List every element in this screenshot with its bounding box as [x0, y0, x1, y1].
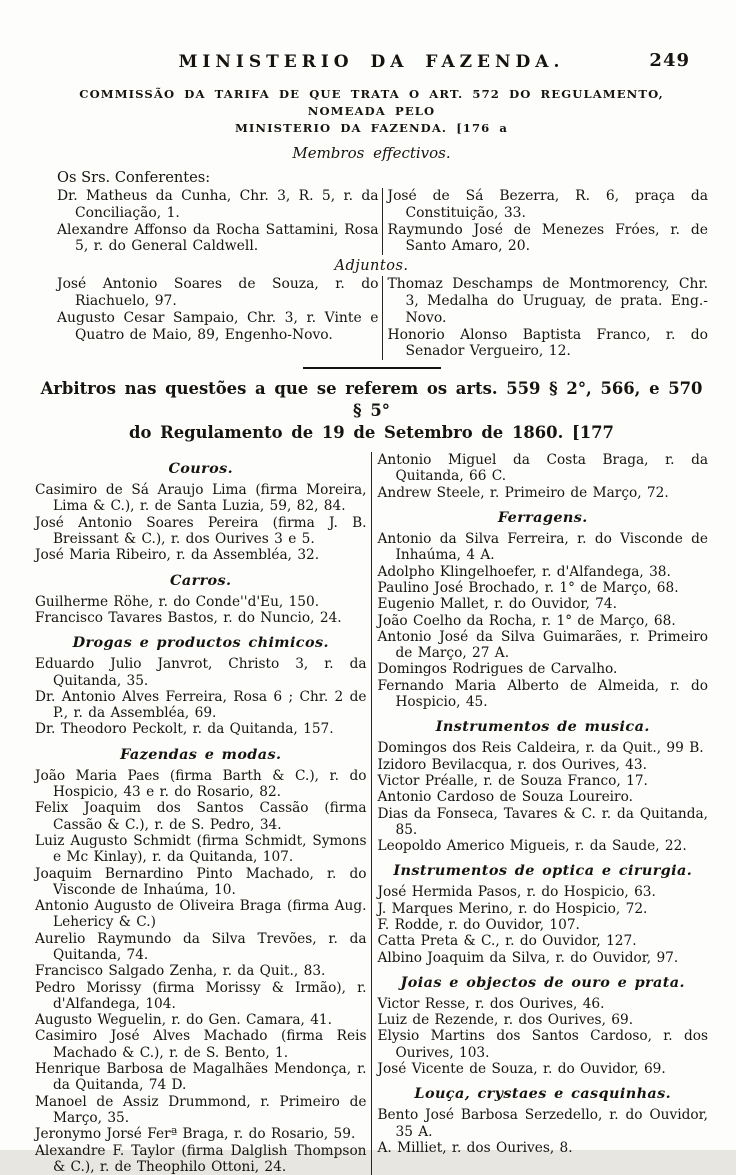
directory-entry: Augusto Weguelin, r. do Gen. Camara, 41.	[35, 1012, 332, 1029]
directory-entry: Dr. Theodoro Peckolt, r. da Quitanda, 157.	[35, 721, 334, 738]
category-heading: Instrumentos de optica e cirurgia.	[393, 862, 693, 880]
category-heading: Ferragens.	[497, 509, 588, 527]
directory-entry: Dias da Fonseca, Tavares & C. r. da Quitanda, 85.	[377, 805, 708, 838]
directory-entry: Antonio da Silva Ferreira, r. do Visconde de Inhaúma, 4 A.	[377, 531, 708, 564]
directory-entry: Raymundo José de Menezes Fróes, r. de Santo Amaro, 20.	[387, 221, 708, 255]
directory-entry: Domingos dos Reis Caldeira, r. da Quit., 99 B.	[377, 740, 704, 757]
directory-entry: J. Marques Merino, r. do Hospicio, 72.	[377, 900, 648, 917]
directory-entry: Pedro Morissy (firma Morissy & Irmão), r. d'Alfandega, 104.	[35, 979, 367, 1012]
directory-entry: Francisco Tavares Bastos, r. do Nuncio, 24.	[35, 609, 342, 626]
directory-entry: Albino Joaquim da Silva, r. do Ouvidor, 97.	[377, 949, 679, 966]
directory-entry: Augusto Cesar Sampaio, Chr. 3, r. Vinte e Quatro de Maio, 89, Engenho-Novo.	[57, 309, 379, 343]
directory-entry: Antonio Cardoso de Souza Loureiro.	[377, 789, 633, 806]
directory-right-column	[372, 452, 709, 1175]
directory-entry: Leopoldo Americo Migueis, r. da Saude, 22.	[377, 838, 687, 855]
conferentes-left-column	[57, 188, 383, 255]
conferentes-right-column	[383, 188, 709, 255]
directory-entry: José Antonio Soares de Souza, r. do Riachuelo, 97.	[57, 276, 379, 309]
directory-entry: A. Milliet, r. dos Ourives, 8.	[377, 1139, 573, 1156]
directory-entry: Fernando Maria Alberto de Almeida, r. do Hospicio, 45.	[377, 677, 708, 711]
directory-entry: F. Rodde, r. do Ouvidor, 107.	[377, 917, 580, 933]
page-number: 249	[649, 50, 690, 71]
adjuntos-right-column	[383, 276, 709, 360]
directory-entry: Guilherme Röhe, r. do Conde''d'Eu, 150.	[35, 593, 320, 610]
directory-entry: Izidoro Bevilacqua, r. dos Ourives, 43.	[377, 756, 647, 773]
adjuntos-section	[35, 276, 708, 360]
directory-entry: Elysio Martins dos Santos Cardoso, r. dos Ourives, 103.	[377, 1028, 708, 1061]
directory-entry: Joaquim Bernardino Pinto Machado, r. do Visconde de Inhaúma, 10.	[35, 865, 367, 898]
directory-entry: Victor Resse, r. dos Ourives, 46.	[377, 995, 605, 1012]
directory-entry: José Vicente de Souza, r. do Ouvidor, 69.	[377, 1061, 666, 1078]
directory-entry: Adolpho Klingelhoefer, r. d'Alfandega, 38.	[377, 563, 671, 580]
directory-entry: Casimiro José Alves Machado (firma Reis Machado & C.), r. de S. Bento, 1.	[35, 1028, 367, 1061]
commission-line-2: MINISTERIO DA FAZENDA. [176 a	[234, 121, 509, 135]
directory-entry: Thomaz Deschamps de Montmorency, Chr. 3, Medalha do Uruguay, de prata. Eng.-Novo.	[387, 276, 708, 326]
directory-entry: Eduardo Julio Janvrot, Christo 3, r. da Quitanda, 35.	[35, 656, 367, 689]
directory-entry: Felix Joaquim dos Santos Cassão (firma Cassão & C.), r. de S. Pedro, 34.	[35, 800, 367, 833]
directory-entry: João Coelho da Rocha, r. 1° de Março, 68.	[377, 612, 676, 629]
directory-entry: Paulino José Brochado, r. 1° de Março, 68.	[377, 579, 679, 596]
directory-entry: Henrique Barbosa de Magalhães Mendonça, r. da Quitanda, 74 D.	[35, 1061, 367, 1094]
directory-entry: Dr. Matheus da Cunha, Chr. 3, R. 5, r. da Conciliação, 1.	[57, 188, 379, 221]
directory-entry: José de Sá Bezerra, R. 6, praça da Constituição, 33.	[387, 188, 708, 221]
directory-entry: Domingos Rodrigues de Carvalho.	[377, 661, 618, 678]
directory-entry: José Maria Ribeiro, r. da Assembléa, 32.	[35, 547, 320, 564]
directory-entry: Andrew Steele, r. Primeiro de Março, 72.	[377, 484, 669, 501]
adjuntos-left-column	[57, 276, 383, 360]
directory-entry: João Maria Paes (firma Barth & C.), r. do Hospicio, 43 e r. do Rosario, 82.	[35, 767, 367, 801]
category-heading: Joias e objectos de ouro e prata.	[400, 973, 685, 991]
category-heading: Instrumentos de musica.	[435, 718, 650, 736]
category-heading: Carros.	[170, 571, 232, 589]
directory-entry: Antonio Miguel da Costa Braga, r. da Quitanda, 66 C.	[377, 452, 708, 485]
directory-entry: Eugenio Mallet, r. do Ouvidor, 74.	[377, 596, 617, 613]
directory-entry: Luiz de Rezende, r. dos Ourives, 69.	[377, 1012, 634, 1029]
directory-entry: José Antonio Soares Pereira (firma J. B. Breissant & C.), r. dos Ourives 3 e 5.	[35, 514, 367, 548]
commission-heading	[45, 86, 698, 137]
adjuntos-heading: Adjuntos.	[334, 258, 409, 275]
directory-entry: José Hermida Pasos, r. do Hospicio, 63.	[377, 884, 656, 901]
directory-entry: Honorio Alonso Baptista Franco, r. do Senador Vergueiro, 12.	[387, 326, 708, 360]
category-heading: Fazendas e modas.	[120, 745, 282, 763]
directory-entry: Aurelio Raymundo da Silva Trevões, r. da Quitanda, 74.	[35, 930, 367, 963]
category-heading: Drogas e productos chimicos.	[72, 634, 329, 652]
membros-effectivos-heading: Membros effectivos.	[292, 144, 451, 162]
header	[35, 52, 708, 72]
directory-entry: Alexandre Affonso da Rocha Sattamini, Rosa 5, r. do General Caldwell.	[57, 221, 379, 255]
directory-entry: Jeronymo Jorsé Ferª Braga, r. do Rosario, 59.	[35, 1126, 356, 1143]
directory-entry: Bento José Barbosa Serzedello, r. do Ouvidor, 35 A.	[377, 1107, 708, 1140]
directory-entry: Manoel de Assiz Drummond, r. Primeiro de Março, 35.	[35, 1093, 367, 1126]
commission-line-1: COMMISSÃO DA TARIFA DE QUE TRATA O ART. 572 DO REGULAMENTO, NOMEADA PELO	[79, 87, 664, 118]
category-heading: Couros.	[168, 460, 234, 478]
conferentes-section	[35, 188, 708, 255]
page-title: MINISTERIO DA FAZENDA.	[178, 52, 565, 72]
arbitros-line-2: do Regulamento de 19 de Setembro de 1860. [177	[129, 423, 614, 443]
directory-entry: Dr. Antonio Alves Ferreira, Rosa 6 ; Chr. 2 de P., r. da Assembléa, 69.	[35, 688, 367, 722]
arbitros-line-1: Arbitros nas questões a que se referem os arts. 559 § 2°, 566, e 570 § 5°	[40, 379, 703, 421]
directory-entry: Victor Préalle, r. de Souza Franco, 17.	[377, 772, 648, 789]
directory-entry: Casimiro de Sá Araujo Lima (firma Moreira, Lima & C.), r. de Santa Luzia, 59, 82, 84.	[35, 482, 367, 515]
category-heading: Louça, crystaes e casquinhas.	[414, 1085, 672, 1103]
conferentes-label: Os Srs. Conferentes:	[57, 169, 211, 186]
directory-entry: Alexandre F. Taylor (firma Dalglish Thompson & C.), r. de Theophilo Ottoni, 24.	[35, 1142, 367, 1175]
directory-entry: Luiz Augusto Schmidt (firma Schmidt, Symons e Mc Kinlay), r. da Quitanda, 107.	[35, 832, 367, 866]
arbitros-heading	[35, 378, 708, 444]
directory-entry: Catta Preta & C., r. do Ouvidor, 127.	[377, 933, 637, 950]
directory-section	[35, 452, 708, 1175]
directory-entry: Francisco Salgado Zenha, r. da Quit., 83.	[35, 963, 326, 980]
directory-left-column	[35, 452, 372, 1175]
section-divider	[303, 367, 441, 369]
directory-entry: Antonio Augusto de Oliveira Braga (firma Aug. Lehericy & C.)	[35, 898, 367, 931]
directory-entry: Antonio José da Silva Guimarães, r. Primeiro de Março, 27 A.	[377, 628, 708, 662]
